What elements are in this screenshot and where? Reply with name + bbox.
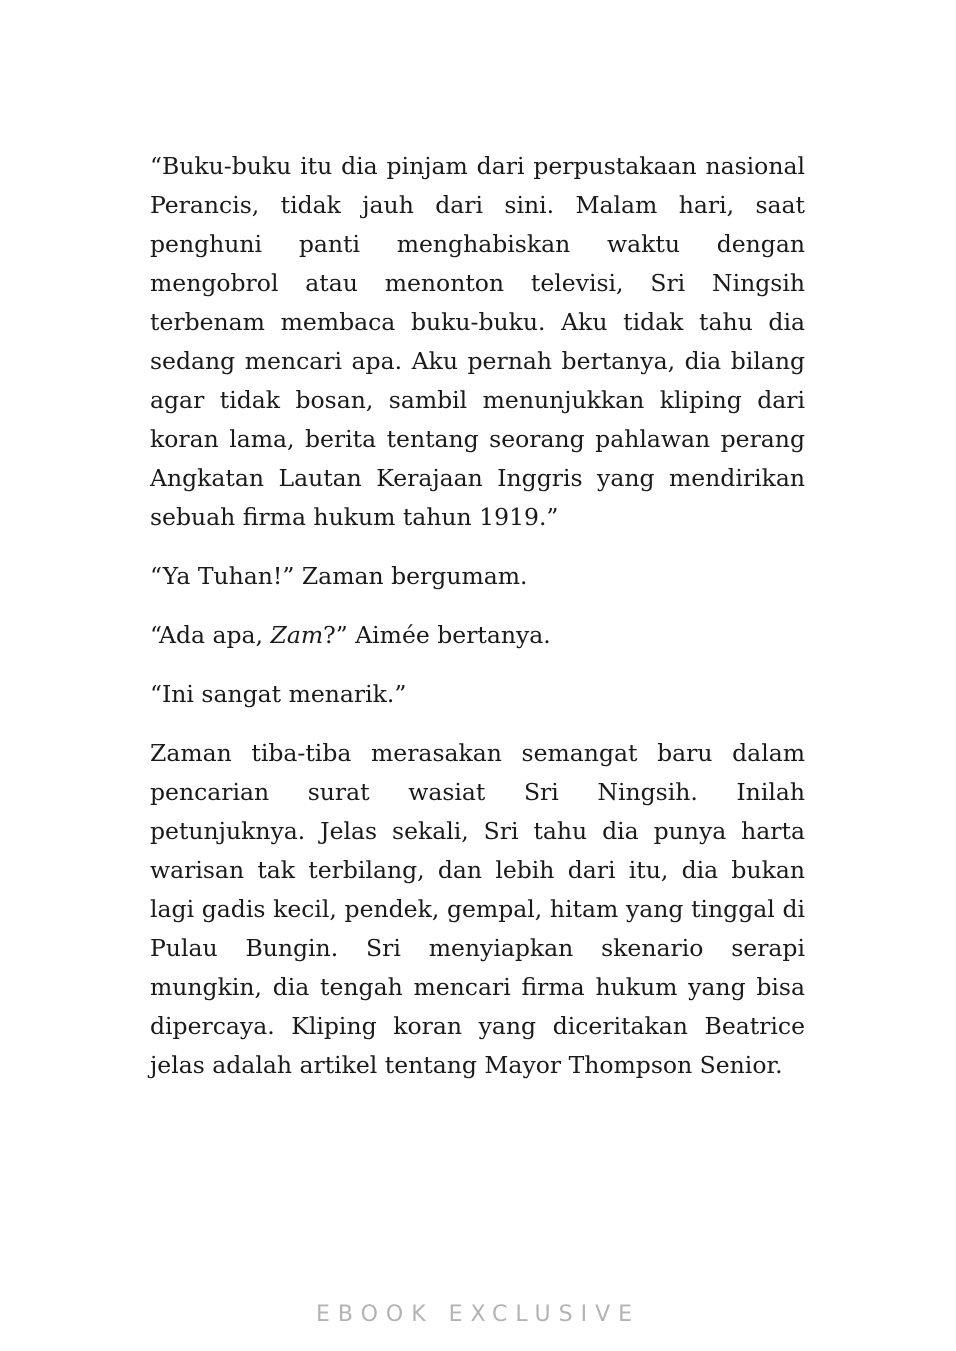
body-text	[150, 147, 805, 1085]
paragraph-zaman-exclaims: “Ya Tuhan!” Zaman bergumam.	[150, 562, 528, 590]
paragraph-very-interesting: “Ini sangat menarik.”	[150, 680, 407, 708]
paragraph-zaman-realization: Zaman tiba-tiba merasakan semangat baru dalam pencarian surat wasiat Sri Ningsih. Inilah petunjuknya. Jelas sekali, Sri tahu dia punya harta warisan tak terbilang, dan lebih dari itu, dia bukan lagi gadis kecil, pendek, gempal, hitam yang tinggal di Pulau Bungin. Sri menyiapkan skenario serapi mungkin, dia tengah mencari firma hukum yang bisa dipercaya. Kliping koran yang diceritakan Beatrice jelas adalah artikel tentang Mayor Thompson Senior.	[150, 739, 805, 1079]
paragraph-aimee-asks	[150, 616, 805, 655]
paragraph-librarian-account: “Buku-buku itu dia pinjam dari perpustakaan nasional Perancis, tidak jauh dari sini. Malam hari, saat penghuni panti menghabiskan waktu dengan mengobrol atau menonton televisi, Sri Ningsih terbenam membaca buku-buku. Aku tidak tahu dia sedang mencari apa. Aku pernah bertanya, dia bilang agar tidak bosan, sambil menunjukkan kliping dari koran lama, berita tentang seorang pahlawan perang Angkatan Lautan Kerajaan Inggris yang mendirikan sebuah firma hukum tahun 1919.”	[150, 152, 805, 531]
aimee-asks-italic-name: Zam	[270, 621, 324, 649]
aimee-asks-after: ?” Aimée bertanya.	[323, 621, 551, 649]
ebook-exclusive-footer: EBOOK EXCLUSIVE	[315, 1302, 641, 1327]
aimee-asks-before: “Ada apa,	[150, 621, 271, 649]
